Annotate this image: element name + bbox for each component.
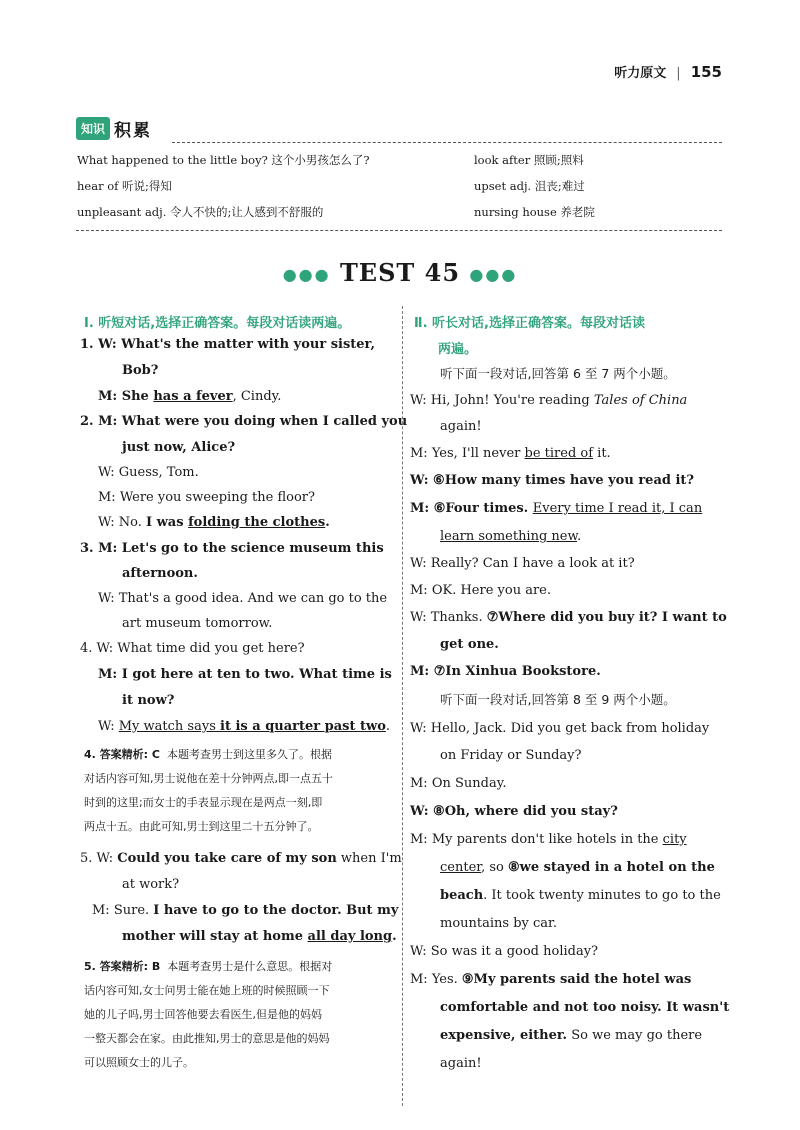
dialog-line <box>98 388 281 405</box>
dialog-line: 3. M: Let's go to the science museum this <box>80 541 384 556</box>
dialog-line: M: OK. Here you are. <box>410 583 551 598</box>
dialog-line <box>440 1027 702 1044</box>
dialog-line: Bob? <box>122 363 159 378</box>
knowledge-left-3: unpleasant adj. 令人不快的;让人感到不舒服的 <box>77 205 324 219</box>
intro-line: 听下面一段对话,回答第 8 至 9 两个小题。 <box>440 692 676 707</box>
dialog-line: W: My watch says it is a quarter past two. <box>98 719 391 734</box>
note-line: 对话内容可知,男士说他在差十分钟两点,即一点五十 <box>84 772 333 785</box>
line-part: it is a quarter past two <box>220 719 386 734</box>
dialog-line: W: ⑥How many times have you read it? <box>410 473 695 488</box>
dialog-line: comfortable and not too noisy. It wasn't <box>440 1000 730 1015</box>
line-part: Could you take care of my son <box>117 851 337 866</box>
page-header: 听力原文 | 155 <box>614 63 722 81</box>
line-part: W: <box>98 719 119 734</box>
knowledge-right-1: look after 照顾;照料 <box>474 153 584 167</box>
dialog-line <box>92 902 398 919</box>
dialog-line: on Friday or Sunday? <box>440 748 582 763</box>
line-part: it. <box>593 446 611 461</box>
dialog-line: W: Hello, Jack. Did you get back from holiday <box>410 721 710 736</box>
line-part: center <box>440 860 482 875</box>
divider-bottom <box>76 230 722 231</box>
line-part: Tales of China <box>593 393 688 408</box>
knowledge-tag: 知识 <box>76 117 110 140</box>
line-part: all day long <box>307 929 393 944</box>
line-part: , so <box>481 860 508 875</box>
line-part: city <box>662 832 687 847</box>
dialog-line <box>410 445 611 462</box>
dialog-line: W: ⑧Oh, where did you stay? <box>410 804 618 819</box>
dialog-line: M: Were you sweeping the floor? <box>98 490 315 505</box>
line-part: , Cindy. <box>232 389 282 404</box>
dialog-line: learn something new. <box>440 529 582 544</box>
knowledge-right-2: upset adj. 沮丧;难过 <box>474 179 585 193</box>
dialog-line: M: On Sunday. <box>410 776 507 791</box>
dialog-line: again! <box>440 419 482 434</box>
note-line: 可以照顾女士的儿子。 <box>84 1056 194 1069</box>
line-part: My watch says <box>118 719 220 734</box>
dialog-line: M: ⑦In Xinhua Bookstore. <box>410 664 601 679</box>
dialog-line: afternoon. <box>122 566 198 581</box>
dialog-line <box>80 336 375 353</box>
dialog-line: at work? <box>122 877 180 892</box>
dialog-line: it now? <box>122 693 175 708</box>
knowledge-left-2: hear of 听说;得知 <box>77 179 172 193</box>
dialog-line <box>410 609 727 626</box>
line-part: M: Yes, I'll never <box>410 446 525 461</box>
note-label: 4. 答案精析: C <box>84 748 160 761</box>
note-label: 5. 答案精析: B <box>84 960 161 973</box>
section2-heading-cont: 两遍。 <box>438 342 478 357</box>
dialog-line: 4. W: What time did you get here? <box>80 641 305 656</box>
line-part: Every time I read it, I can <box>532 501 703 516</box>
test-title <box>0 258 800 287</box>
line-part: has a fever <box>153 389 233 404</box>
line-part: W: No. <box>98 515 146 530</box>
knowledge-right-3: nursing house 养老院 <box>474 205 595 219</box>
dialog-line <box>410 971 691 988</box>
dialog-line: again! <box>440 1056 482 1071</box>
page-number: 155 <box>690 63 722 81</box>
dialog-line: W: Really? Can I have a look at it? <box>410 556 635 571</box>
dialog-line <box>410 831 687 848</box>
dialog-line: art museum tomorrow. <box>122 616 273 631</box>
dialog-line: get one. <box>440 637 499 652</box>
dialog-line <box>410 500 702 517</box>
line-part: ⑧we stayed in a hotel on the <box>507 860 715 875</box>
note-line: 本题考查男士是什么意思。根据对 <box>167 960 333 973</box>
dialog-line: mountains by car. <box>440 916 557 931</box>
line-part: expensive, either. <box>440 1028 568 1043</box>
line-part: I was <box>145 515 189 530</box>
section2-heading: Ⅱ. 听长对话,选择正确答案。每段对话读 <box>414 316 645 331</box>
dialog-line: W: Guess, Tom. <box>98 465 199 480</box>
line-part: be tired of <box>524 446 594 461</box>
title-dots-left: ●●● <box>282 265 331 284</box>
dialog-line <box>80 850 402 867</box>
note-line: 时到的这里;而女士的手表显示现在是两点一刻,即 <box>84 796 323 809</box>
dialog-line: 2. M: What were you doing when I called you <box>80 414 408 429</box>
title-dots-right: ●●● <box>469 265 518 284</box>
dialog-line: mother will stay at home all day long. <box>122 929 397 944</box>
note-line: 本题考查男士到这里多久了。根据 <box>166 748 332 761</box>
dialog-line: W: No. I was folding the clothes. <box>98 515 330 530</box>
line-part: W: Hi, John! You're reading <box>410 393 594 408</box>
note-line: 两点十五。由此可知,男士到这里二十五分钟了。 <box>84 820 319 833</box>
dialog-line: W: So was it a good holiday? <box>410 944 599 959</box>
line-part: folding the clothes <box>188 515 326 530</box>
dialog-line: just now, Alice? <box>122 440 236 455</box>
line-part: M: My parents don't like hotels in the <box>410 832 663 847</box>
divider-top <box>172 142 722 143</box>
line-part: I have to go to the doctor. But my <box>153 903 399 918</box>
line-part: beach <box>440 888 484 903</box>
answer-note-4 <box>84 746 332 762</box>
line-part: when I'm <box>336 851 402 866</box>
section1-heading: Ⅰ. 听短对话,选择正确答案。每段对话读两遍。 <box>84 316 351 331</box>
line-part: M: ⑥Four times. <box>410 501 533 516</box>
line-part: M: Yes. <box>410 972 462 987</box>
line-part: ⑨My parents said the hotel was <box>461 972 692 987</box>
line-part: M: Sure. <box>92 903 154 918</box>
note-line: 她的儿子吗,男士回答他要去看医生,但是他的妈妈 <box>84 1008 322 1021</box>
knowledge-heading <box>76 116 152 141</box>
note-line: 话内容可知,女士问男士能在她上班的时候照顾一下 <box>84 984 330 997</box>
line-part: So we may go there <box>567 1028 703 1043</box>
line-part: W: Thanks. <box>410 610 487 625</box>
note-line: 一整天都会在家。由此推知,男士的意思是他的妈妈 <box>84 1032 330 1045</box>
dialog-line: W: That's a good idea. And we can go to the <box>98 591 388 606</box>
line-part: mother will stay at home <box>122 929 308 944</box>
test-title-text: TEST 45 <box>339 258 461 287</box>
line-part: . It took twenty minutes to go to the <box>483 888 721 903</box>
knowledge-tag-accumulate: 积累 <box>114 121 153 141</box>
dialog-line <box>440 859 715 876</box>
line-part: learn something new <box>440 529 578 544</box>
dialog-line: M: I got here at ten to two. What time is <box>98 667 392 682</box>
line-part: M: She <box>98 389 154 404</box>
intro-line: 听下面一段对话,回答第 6 至 7 两个小题。 <box>440 366 676 381</box>
line-part: ⑦Where did you buy it? I want to <box>486 610 727 625</box>
dialog-line <box>410 392 687 409</box>
section-name: 听力原文 <box>614 66 667 81</box>
line-part: 5. W: <box>80 851 118 866</box>
answer-note-5 <box>84 958 332 974</box>
dialog-line <box>440 887 721 904</box>
line-text: 1. W: What's the matter with your sister, <box>80 337 375 352</box>
knowledge-left-1: What happened to the little boy? 这个小男孩怎么了? <box>77 153 370 167</box>
